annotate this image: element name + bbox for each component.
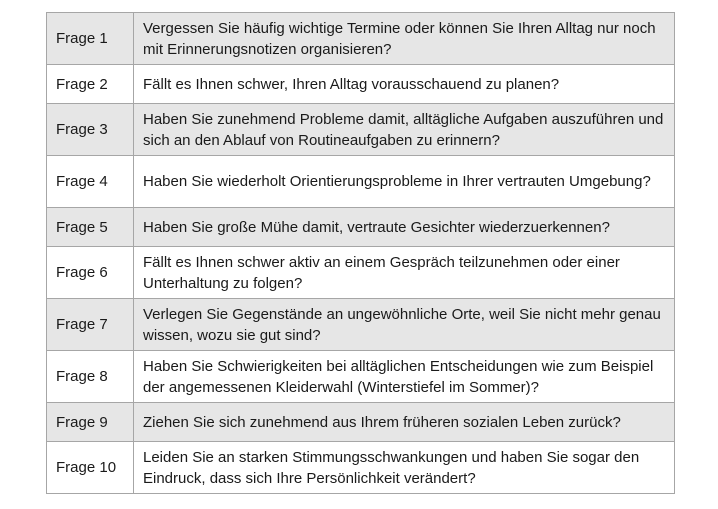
question-label: Frage 3 <box>47 104 134 156</box>
question-label: Frage 7 <box>47 299 134 351</box>
questions-table <box>46 12 675 494</box>
question-row-4 <box>47 156 675 208</box>
question-row-10 <box>47 442 675 494</box>
question-text: Fällt es Ihnen schwer aktiv an einem Gespräch teilzunehmen oder einer Unterhaltung zu folgen? <box>134 247 675 299</box>
question-text: Fällt es Ihnen schwer, Ihren Alltag vorausschauend zu planen? <box>134 65 675 104</box>
question-row-3 <box>47 104 675 156</box>
question-label: Frage 6 <box>47 247 134 299</box>
question-text: Vergessen Sie häufig wichtige Termine oder können Sie Ihren Alltag nur noch mit Erinnerungsnotizen organisieren? <box>134 13 675 65</box>
question-label: Frage 10 <box>47 442 134 494</box>
question-label: Frage 1 <box>47 13 134 65</box>
question-text: Verlegen Sie Gegenstände an ungewöhnliche Orte, weil Sie nicht mehr genau wissen, wozu sie gut sind? <box>134 299 675 351</box>
question-label: Frage 2 <box>47 65 134 104</box>
question-text: Haben Sie wiederholt Orientierungsprobleme in Ihrer vertrauten Umgebung? <box>134 156 675 208</box>
question-label: Frage 8 <box>47 351 134 403</box>
question-row-5 <box>47 208 675 247</box>
question-row-9 <box>47 403 675 442</box>
question-row-2 <box>47 65 675 104</box>
question-text: Ziehen Sie sich zunehmend aus Ihrem früheren sozialen Leben zurück? <box>134 403 675 442</box>
question-row-6 <box>47 247 675 299</box>
question-label: Frage 9 <box>47 403 134 442</box>
question-text: Haben Sie große Mühe damit, vertraute Gesichter wiederzuerkennen? <box>134 208 675 247</box>
question-row-7 <box>47 299 675 351</box>
question-text: Leiden Sie an starken Stimmungsschwankungen und haben Sie sogar den Eindruck, dass sich Ihre Persönlichkeit verändert? <box>134 442 675 494</box>
question-row-8 <box>47 351 675 403</box>
question-text: Haben Sie zunehmend Probleme damit, alltägliche Aufgaben auszuführen und sich an den Ablauf von Routineaufgaben zu erinnern? <box>134 104 675 156</box>
question-label: Frage 5 <box>47 208 134 247</box>
question-label: Frage 4 <box>47 156 134 208</box>
question-text: Haben Sie Schwierigkeiten bei alltäglichen Entscheidungen wie zum Beispiel der angemessenen Kleiderwahl (Winterstiefel im Sommer)? <box>134 351 675 403</box>
question-row-1 <box>47 13 675 65</box>
